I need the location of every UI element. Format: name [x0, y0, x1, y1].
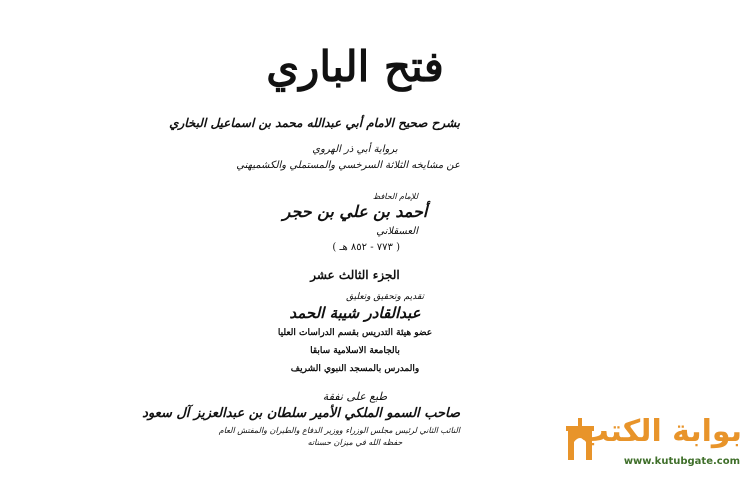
- sponsor-name: صاحب السمو الملكي الأمير سلطان بن عبدالعزيز آل سعود: [142, 406, 460, 421]
- watermark-url: www.kutubgate.com: [623, 456, 740, 467]
- intro-label: تقديم وتحقيق وتعليق: [346, 292, 424, 302]
- book-subtitle: بشرح صحيح الامام أبي عبدالله محمد بن اسماعيل البخاري: [169, 116, 460, 130]
- sponsor-title-2: حفظه الله في ميزان حسناته: [307, 438, 403, 447]
- volume-label: الجزء الثالث عشر: [310, 268, 400, 282]
- title-page: [142, 20, 460, 470]
- riwaya-line-2: عن مشايخه الثلاثة السرخسي والمستملي والكشميهني: [236, 160, 460, 171]
- author-dates: ( ٧٧٣ - ٨٥٢ هـ ): [332, 242, 400, 253]
- editor-credential-3: والمدرس بالمسجد النبوي الشريف: [290, 364, 420, 374]
- imam-label: للإمام الحافظ: [372, 192, 418, 201]
- printed-label: طبع على نفقة: [322, 390, 388, 403]
- author-name: أحمد بن علي بن حجر: [282, 202, 428, 221]
- editor-credential-2: بالجامعة الاسلامية سابقا: [310, 346, 400, 356]
- author-nisba: العسقلاني: [376, 226, 418, 237]
- book-title: فتح الباري: [266, 42, 444, 91]
- editor-name: عبدالقادر شيبة الحمد: [289, 304, 421, 322]
- riwaya-line-1: برواية أبي ذر الهروي: [312, 144, 398, 155]
- sponsor-title-1: النائب الثاني لرئيس مجلس الوزراء ووزير الدفاع والطيران والمفتش العام: [218, 426, 460, 435]
- editor-credential-1: عضو هيئة التدريس بقسم الدراسات العليا: [277, 328, 433, 338]
- watermark-name: بوابة الكتب: [578, 414, 742, 449]
- watermark-logo: [566, 414, 746, 476]
